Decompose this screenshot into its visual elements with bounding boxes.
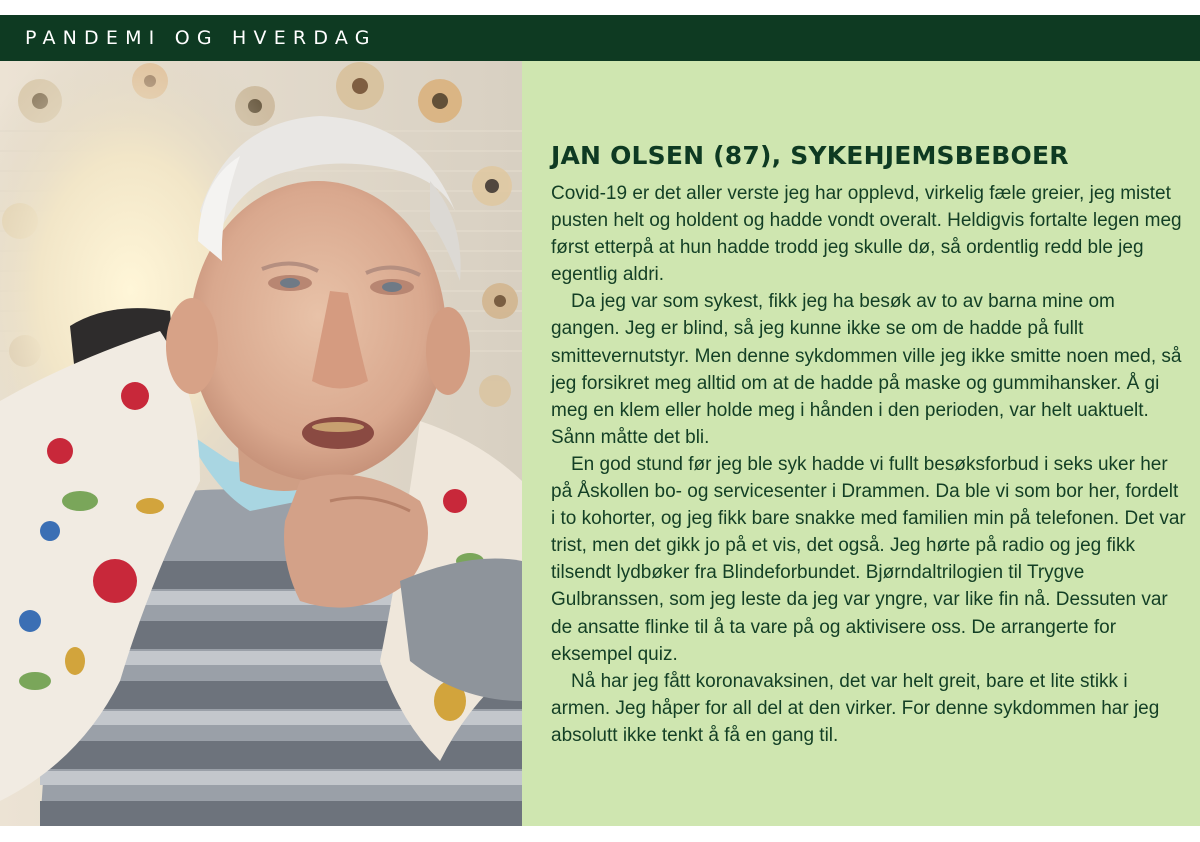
section-label: PANDEMI OG HVERDAG <box>25 27 377 49</box>
article-paragraph: En god stund før jeg ble syk hadde vi fullt besøksforbud i seks uker her på Åskollen bo- og servicesenter i Drammen. Da ble vi som bor her, fordelt i to kohorter, og jeg fikk bare snakke med familien min på telefonen. Det var trist, men det gikk jo på et vis, det også. Jeg hørte på radio og jeg fikk tilsendt lydbøker fra Blindeforbundet. Bjørndaltrilogien til Trygve Gulbranssen, som jeg leste da jeg var yngre, var like fin nå. Dessuten var de ansatte flinke til å ta vare på og aktivisere oss. De arrangerte for eksempel quiz. <box>551 453 1186 665</box>
article-paragraph: Da jeg var som sykest, fikk jeg ha besøk av to av barna mine om gangen. Jeg er blind, så jeg kunne ikke se om de hadde på fullt smittevernutstyr. Men denne sykdommen ville jeg ikke smitte noen med, så jeg forsikret meg alltid om at de hadde på maske og gummihansker. Å gi meg en klem eller holde meg i hånden i den perioden, var helt uaktuelt. Sånn måtte det bli. <box>551 291 1182 448</box>
article-title: JAN OLSEN (87), SYKEHJEMSBEBOER <box>551 141 1069 170</box>
article-paragraph: Nå har jeg fått koronavaksinen, det var helt greit, bare et lite stikk i armen. Jeg håper for all del at den virker. For denne sykdommen har jeg absolutt ikke tenkt å få en gang til. <box>551 670 1160 746</box>
portrait-photo <box>0 61 522 826</box>
article-body <box>551 180 1187 749</box>
article-paragraph: Covid-19 er det aller verste jeg har opplevd, virkelig fæle greier, jeg mistet pusten helt og holdent og hadde vondt overalt. Heldigvis fortalte legen meg først etterpå at hun hadde trodd jeg skulle dø, så ordentlig redd ble jeg egentlig aldri. <box>551 183 1182 286</box>
